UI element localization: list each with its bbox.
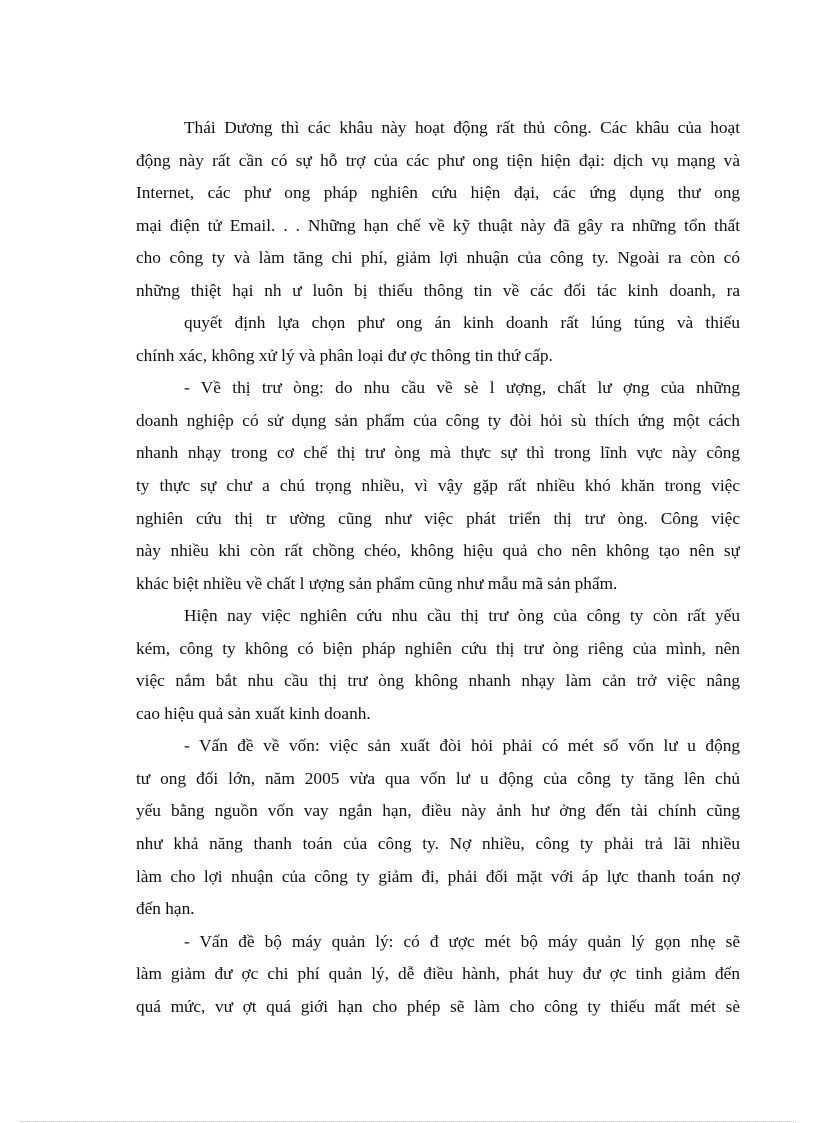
text-line: động này rất cần có sự hỗ trợ của các phư ong tiện hiện đại: dịch vụ mạng và — [136, 150, 740, 170]
text-line: Hiện nay việc nghiên cứu nhu cầu thị trư òng của công ty còn rất yếu — [184, 606, 740, 626]
text-line: quá mức, vư ợt quá giới hạn cho phép sẽ làm cho công ty thiếu mất mét sè — [136, 996, 740, 1016]
text-line: Thái Dương thì các khâu này hoạt động rất thủ công. Các khâu của hoạt — [184, 118, 740, 137]
page-bottom-divider — [20, 1121, 796, 1122]
text-line: làm giảm đư ợc chi phí quản lý, dễ điều hành, phát huy đư ợc tinh giảm đến — [136, 964, 740, 984]
text-line: những thiệt hại nh ư luôn bị thiếu thông tin về các đối tác kinh doanh, ra — [136, 280, 740, 300]
text-line: này nhiều khi còn rất chồng chéo, không hiệu quả cho nên không tạo nên sự — [136, 541, 740, 561]
text-line: Internet, các phư ong pháp nghiên cứu hiện đại, các ứng dụng thư ong — [136, 183, 740, 203]
text-line: - Vấn đề về vốn: việc sản xuất đòi hỏi phải có mét số vốn lư u động — [184, 736, 740, 756]
text-line: cao hiệu quả sản xuất kinh doanh. — [136, 703, 371, 723]
text-line: quyết định lựa chọn phư ong án kinh doanh rất lúng túng và thiếu — [184, 313, 740, 333]
text-line: chính xác, không xử lý và phân loại đư ợc thông tin thứ cấp. — [136, 345, 553, 365]
text-line: ty thực sự chư a chú trọng nhiều, vì vậy gặp rất nhiều khó khăn trong việc — [136, 476, 740, 496]
text-line: nhanh nhạy trong cơ chế thị trư òng mà thực sự thì trong lĩnh vực này công — [136, 443, 740, 463]
text-line: đến hạn. — [136, 899, 195, 919]
text-line: - Về thị trư òng: do nhu cầu về sè l ượng, chất lư ợng của những — [184, 378, 740, 398]
text-line: - Vấn đề bộ máy quản lý: có đ ược mét bộ máy quản lý gọn nhẹ sẽ — [184, 931, 740, 951]
text-line: việc nắm bắt nhu cầu thị trư òng không nhanh nhạy làm cản trở việc nâng — [136, 671, 740, 691]
text-line: doanh nghiệp có sử dụng sản phẩm của công ty đòi hỏi sù thích ứng một cách — [136, 410, 740, 430]
text-line: kém, công ty không có biện pháp nghiên cứu thị trư òng riêng của mình, nên — [136, 638, 740, 658]
text-line: như khả năng thanh toán của công ty. Nợ nhiều, công ty phải trả lãi nhiều — [136, 834, 740, 854]
text-line: khác biệt nhiều về chất l ượng sản phẩm cũng như mẫu mã sản phẩm. — [136, 573, 618, 593]
text-line: tư ong đối lớn, năm 2005 vừa qua vốn lư u động của công ty tăng lên chủ — [136, 768, 740, 788]
text-line: nghiên cứu thị tr ường cũng như việc phát triển thị trư òng. Công việc — [136, 508, 740, 528]
text-line: mại điện tử Email. . . Những hạn chế về kỹ thuật này đã gây ra những tổn thất — [136, 215, 740, 235]
text-line: làm cho lợi nhuận của công ty giảm đi, phải đối mặt với áp lực thanh toán nợ — [136, 866, 740, 886]
text-line: cho công ty và làm tăng chi phí, giảm lợi nhuận của công ty. Ngoài ra còn có — [136, 248, 740, 268]
text-line: yếu bằng nguồn vốn vay ngắn hạn, điều này ảnh hư ởng đến tài chính cũng — [136, 801, 740, 821]
body-text — [136, 112, 740, 1023]
